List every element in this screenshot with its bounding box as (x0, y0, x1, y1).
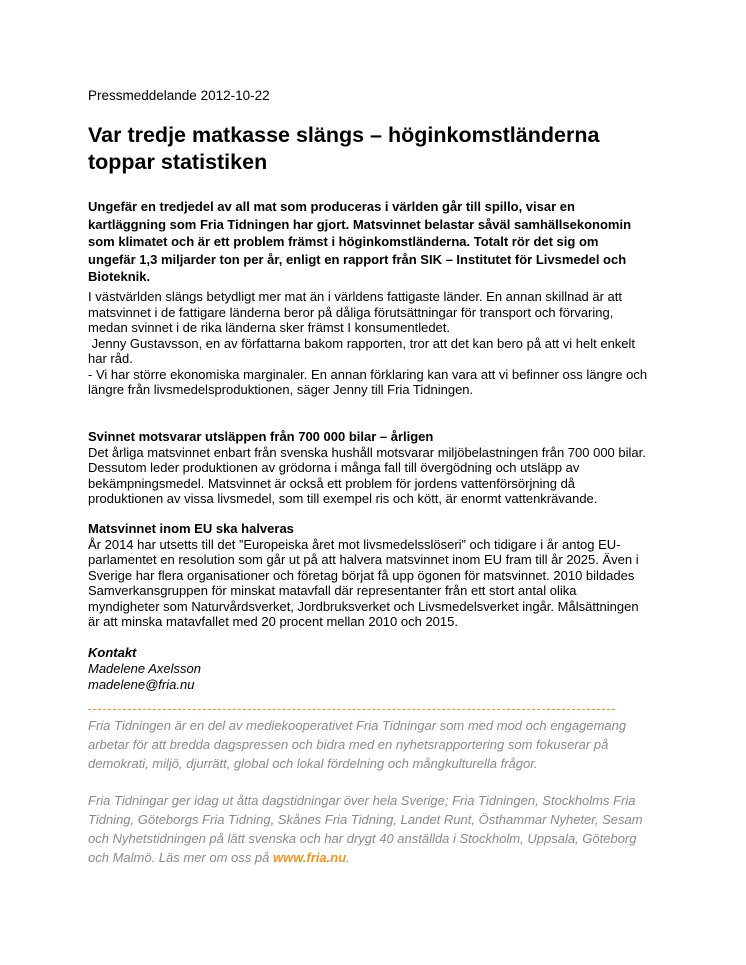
dateline: Pressmeddelande 2012-10-22 (88, 88, 270, 103)
section-emissions (88, 429, 648, 507)
contact-name: Madelene Axelsson (88, 661, 201, 676)
intro-paragraph-2: Jenny Gustavsson, en av författarna bakom rapporten, tror att det kan bero på att vi helt enkelt har råd. (88, 335, 639, 366)
intro-paragraph-1: I västvärlden slängs betydligt mer mat än i världens fattigaste länder. En annan skillnad är att matsvinnet i de fattigare länderna beror på dåliga förutsättningar för transport och förvaring, medan svinnet i de rika länderna sker främst I konsumentledet. (88, 289, 623, 335)
lead-paragraph: Ungefär en tredjedel av all mat som produceras i världen går till spillo, visar en kartläggning som Fria Tidningen har gjort. Matsvinnet belastar såväl samhällsekonomin som klimatet och är ett problem främst i höginkomstländerna. Totalt rör det sig om ungefär 1,3 miljarder ton per år, enligt en rapport från SIK – Institutet för Livsmedel och Bioteknik. (88, 199, 632, 284)
footer-paragraph-2-text: Fria Tidningar ger idag ut åtta dagstidningar över hela Sverige; Fria Tidningen, Stockholms Fria Tidning, Göteborgs Fria Tidning, Skånes Fria Tidning, Landet Runt, Östhammar Nyheter, Sesam och Nyhetstidningen på lätt svenska och har drygt 40 anställda i Stockholm, Uppsala, Göteborg och Malmö. Läs mer om oss på (88, 793, 643, 865)
intro-paragraph-3: - Vi har större ekonomiska marginaler. En annan förklaring kan vara att vi befinner oss längre och längre från livsmedelsproduktionen, säger Jenny till Fria Tidningen. (88, 366, 648, 397)
section-eu (88, 521, 648, 630)
footer-divider (88, 709, 615, 710)
contact-label: Kontakt (88, 645, 137, 660)
website-link[interactable]: www.fria.nu (272, 850, 347, 865)
section-eu-heading: Matsvinnet inom EU ska halveras (88, 521, 294, 536)
footer-paragraph-2 (88, 791, 648, 867)
section-emissions-heading: Svinnet motsvarar utsläppen från 700 000 bilar – årligen (88, 429, 434, 444)
section-emissions-text: Det årliga matsvinnet enbart från svenska hushåll motsvarar miljöbelastningen från 700 000 bilar. Dessutom leder produktionen av grödorna i många fall till övergödning och utsläpp av bekämpningsmedel. Matsvinnet är också ett problem för jordens vattenförsörjning då produktionen av vissa livsmedel, som till exempel ris och kött, är enormt vattenkrävande. (88, 444, 646, 506)
footer-paragraph-2-end: . (346, 850, 350, 865)
contact-block (88, 645, 201, 693)
headline: Var tredje matkasse slängs – höginkomstländerna toppar statistiken (88, 123, 600, 174)
section-intro (88, 289, 648, 398)
footer-paragraph-1: Fria Tidningen är en del av mediekooperativet Fria Tidningar som med mod och engagemang arbetar för att bredda dagspressen och bidra med en nyhetsrapportering som fokuserar på demokrati, miljö, djurrätt, global och lokal fördelning och mångkulturella frågor. (88, 718, 627, 771)
contact-email[interactable]: madelene@fria.nu (88, 677, 195, 692)
section-eu-text: År 2014 har utsetts till det ”Europeiska året mot livsmedelsslöseri” och tidigare i år antog EU-parlamentet en resolution som går ut på att halvera matsvinnet inom EU fram till år 2025. Även i Sverige har flera organisationer och företag börjat få upp ögonen för matsvinnet. 2010 bildades Samverkansgruppen för minskat matavfall där representanter från ett stort antal olika myndigheter som Naturvårdsverket, Jordbruksverket och Livsmedelsverket ingår. Målsättningen är att minska matavfallet med 20 procent mellan 2010 och 2015. (88, 536, 639, 629)
